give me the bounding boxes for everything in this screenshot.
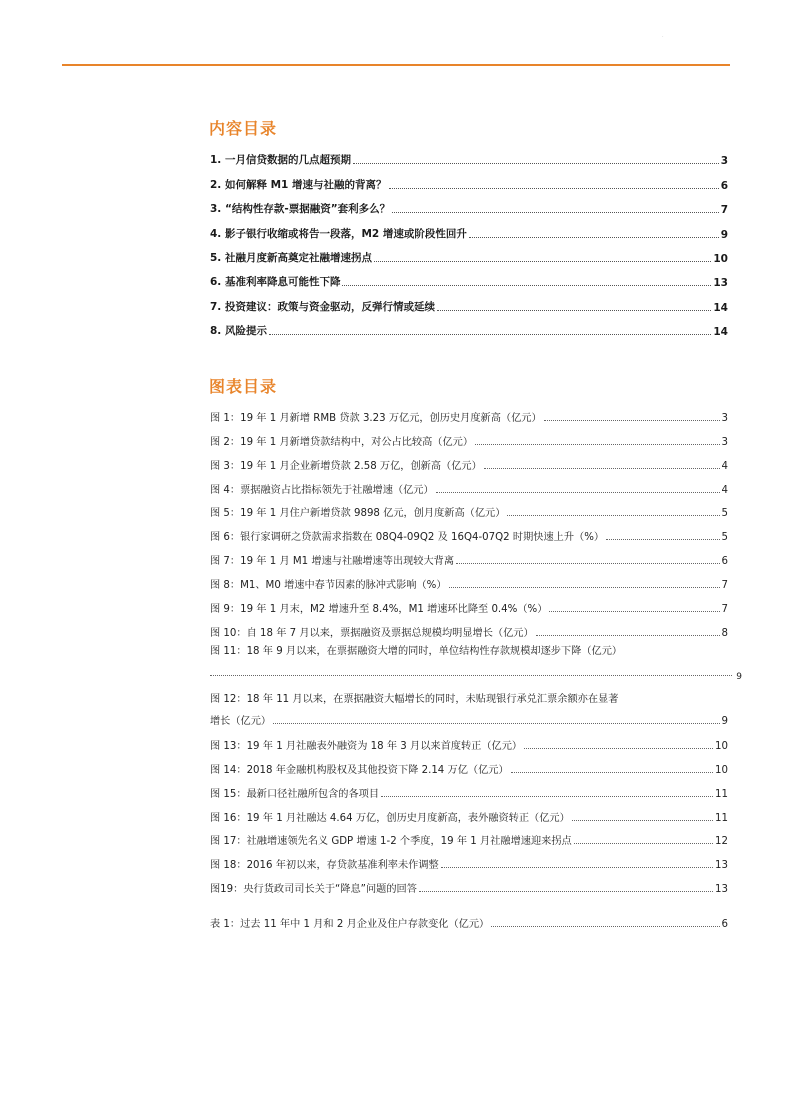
- dot-leader: [353, 163, 719, 164]
- figure-entry-leader-line: [210, 660, 742, 682]
- toc-entry-page: 14: [713, 301, 728, 314]
- toc-entry-8[interactable]: [210, 314, 728, 338]
- figure-entry-page: 5: [721, 508, 728, 520]
- figure-list-b: [210, 684, 728, 895]
- toc-entry-label: 7. 投资建议：政策与资金驱动，反弹行情或延续: [210, 300, 435, 313]
- toc-entry-7[interactable]: [210, 289, 728, 313]
- dot-leader: [544, 420, 720, 421]
- figure-entry-page: 11: [715, 812, 728, 824]
- figure-entry-label: 图 18：2016 年初以来，存贷款基准利率未作调整: [210, 860, 439, 872]
- figure-entry-page: 7: [721, 580, 728, 592]
- figure-entry-page: 13: [715, 884, 728, 896]
- figure-entry-page: 4: [721, 484, 728, 496]
- toc-entry-label: 8. 风险提示: [210, 325, 267, 338]
- figure-entry-4[interactable]: [210, 472, 728, 496]
- dot-leader: [389, 188, 719, 189]
- dot-leader: [456, 563, 720, 564]
- dot-leader: [606, 539, 719, 540]
- figure-entry-17[interactable]: [210, 824, 728, 848]
- figure-entry-page: 3: [721, 412, 728, 424]
- figure-entry-1[interactable]: [210, 400, 728, 424]
- figure-entry-page: 9: [736, 672, 742, 682]
- figure-entry-label: 图 10：自 18 年 7 月以来，票据融资及票据总规模均明显增长（亿元）: [210, 627, 534, 639]
- figure-entry-3[interactable]: [210, 448, 728, 472]
- dot-leader: [524, 748, 713, 749]
- figure-entry-16[interactable]: [210, 800, 728, 824]
- figures-title: 图表目录: [209, 377, 278, 396]
- toc-list: [210, 143, 728, 338]
- toc-entry-label: 5. 社融月度新高奠定社融增速拐点: [210, 251, 372, 264]
- toc-entry-page: 7: [720, 204, 728, 217]
- figure-entry-label: 图 17：社融增速领先名义 GDP 增速 1-2 个季度，19 年 1 月社融增速迎来拐点: [210, 836, 572, 848]
- header-rule: [62, 64, 730, 66]
- toc-entry-label: 6. 基准利率降息可能性下降: [210, 276, 341, 289]
- figure-list-a: [210, 400, 728, 639]
- dot-leader: [210, 675, 732, 676]
- figure-entry-label: 图 6：银行家调研之贷款需求指数在 08Q4-09Q2 及 16Q4-07Q2 时期快速上升（%）: [210, 532, 605, 544]
- toc-entry-4[interactable]: [210, 216, 728, 240]
- toc-entry-page: 6: [720, 179, 728, 192]
- figure-entry-15[interactable]: [210, 776, 728, 800]
- dot-leader: [511, 772, 713, 773]
- dot-leader: [484, 468, 720, 469]
- dot-leader: [572, 820, 713, 821]
- figure-entry-page: 6: [721, 556, 728, 568]
- toc-entry-6[interactable]: [210, 265, 728, 289]
- dot-leader: [273, 723, 719, 724]
- toc-entry-label: 2. 如何解释 M1 增速与社融的背离？: [210, 178, 387, 191]
- figure-entry-label-line2: 增长（亿元）: [210, 716, 272, 727]
- table-entry-1[interactable]: [210, 906, 728, 930]
- figure-entry-2[interactable]: [210, 424, 728, 448]
- dot-leader: [392, 212, 719, 213]
- figure-entry-label: 图 9：19 年 1 月末，M2 增速升至 8.4%，M1 增速环比降至 0.4%（%）: [210, 604, 548, 616]
- figure-entry-page: 12: [715, 836, 728, 848]
- figure-entry-page: 10: [715, 764, 728, 776]
- figure-entry-label: 图 1：19 年 1 月新增 RMB 贷款 3.23 万亿元，创历史月度新高（亿元）: [210, 412, 542, 424]
- figure-entry-label: 图 3：19 年 1 月企业新增贷款 2.58 万亿，创新高（亿元）: [210, 460, 482, 472]
- dot-leader: [441, 867, 713, 868]
- table-list: [210, 906, 728, 930]
- dot-leader: [491, 926, 719, 927]
- dot-leader: [536, 635, 720, 636]
- figure-entry-label: 图 13：19 年 1 月社融表外融资为 18 年 3 月以来首度转正（亿元）: [210, 740, 523, 752]
- figure-entry-page: 7: [721, 604, 728, 616]
- figure-entry-page: 5: [721, 532, 728, 544]
- figure-entry-label: 图 4：票据融资占比指标领先于社融增速（亿元）: [210, 484, 434, 496]
- figure-entry-page: 10: [715, 740, 728, 752]
- toc-entry-1[interactable]: [210, 143, 728, 167]
- figure-entry-page: 13: [715, 860, 728, 872]
- toc-entry-page: 13: [713, 277, 728, 290]
- figure-entry-page: 9: [721, 716, 728, 727]
- figure-entry-12[interactable]: [210, 684, 728, 728]
- figure-entry-label: 图 5：19 年 1 月住户新增贷款 9898 亿元，创月度新高（亿元）: [210, 508, 506, 520]
- dot-leader: [549, 611, 719, 612]
- figure-entry-6[interactable]: [210, 519, 728, 543]
- dot-leader: [436, 492, 720, 493]
- figure-entry-label: 图 2：19 年 1 月新增贷款结构中，对公占比较高（亿元）: [210, 436, 474, 448]
- dot-leader: [449, 587, 720, 588]
- toc-entry-3[interactable]: [210, 192, 728, 216]
- figure-entry-19[interactable]: [210, 871, 728, 895]
- dot-leader: [475, 444, 720, 445]
- figure-entry-page: 11: [715, 788, 728, 800]
- dot-leader: [437, 310, 711, 311]
- figure-entry-9[interactable]: [210, 591, 728, 615]
- dot-leader: [342, 285, 711, 286]
- dot-leader: [574, 843, 713, 844]
- figure-entry-label: 图 14：2018 年金融机构股权及其他投资下降 2.14 万亿（亿元）: [210, 764, 509, 776]
- figure-entry-label: 图 8：M1、M0 增速中春节因素的脉冲式影响（%）: [210, 580, 447, 592]
- figure-entry-10[interactable]: [210, 615, 728, 639]
- figure-entry-18[interactable]: [210, 847, 728, 871]
- dot-leader: [469, 237, 719, 238]
- dot-leader: [381, 796, 713, 797]
- corner-mark: ·: [662, 34, 664, 40]
- toc-title: 内容目录: [209, 119, 278, 138]
- figure-entry-13[interactable]: [210, 728, 728, 752]
- figure-entry-page: 4: [721, 460, 728, 472]
- figure-entry-label: 图 7：19 年 1 月 M1 增速与社融增速等出现较大背离: [210, 556, 455, 568]
- figure-entry-5[interactable]: [210, 496, 728, 520]
- table-entry-label: 表 1：过去 11 年中 1 月和 2 月企业及住户存款变化（亿元）: [210, 918, 490, 930]
- toc-entry-page: 14: [713, 326, 728, 339]
- figure-entry-label: 图 16：19 年 1 月社融达 4.64 万亿，创历史月度新高，表外融资转正（亿元）: [210, 812, 570, 824]
- figure-entry-7[interactable]: [210, 543, 728, 567]
- toc-entry-5[interactable]: [210, 241, 728, 265]
- figure-entry-14[interactable]: [210, 752, 728, 776]
- dot-leader: [374, 261, 711, 262]
- dot-leader: [507, 515, 719, 516]
- figure-entry-page: 8: [721, 627, 728, 639]
- table-entry-page: 6: [721, 918, 728, 930]
- toc-entry-page: 10: [713, 252, 728, 265]
- toc-entry-page: 9: [720, 228, 728, 241]
- figure-entry-label-line1: 图 12：18 年 11 月以来，在票据融资大幅增长的同时，未贴现银行承兑汇票余额亦在显著: [210, 694, 619, 705]
- dot-leader: [269, 334, 711, 335]
- figure-entry-label: 图 11：18 年 9 月以来，在票据融资大增的同时，单位结构性存款规模却逐步下降（亿元）: [210, 646, 623, 657]
- figure-entry-page: 3: [721, 436, 728, 448]
- figure-entry-8[interactable]: [210, 567, 728, 591]
- figure-entry-label: 图19：央行货政司司长关于“降息”问题的回答: [210, 884, 417, 896]
- dot-leader: [419, 891, 713, 892]
- toc-entry-label: 4. 影子银行收缩或将告一段落，M2 增速或阶段性回升: [210, 227, 467, 240]
- toc-entry-2[interactable]: [210, 167, 728, 191]
- figure-entry-label: 图 15：最新口径社融所包含的各项目: [210, 788, 380, 800]
- toc-entry-label: 3. “结构性存款-票据融资”套利多么？: [210, 203, 391, 216]
- toc-entry-page: 3: [720, 155, 728, 168]
- figure-entry-11[interactable]: [210, 642, 742, 682]
- toc-entry-label: 1. 一月信贷数据的几点超预期: [210, 154, 351, 167]
